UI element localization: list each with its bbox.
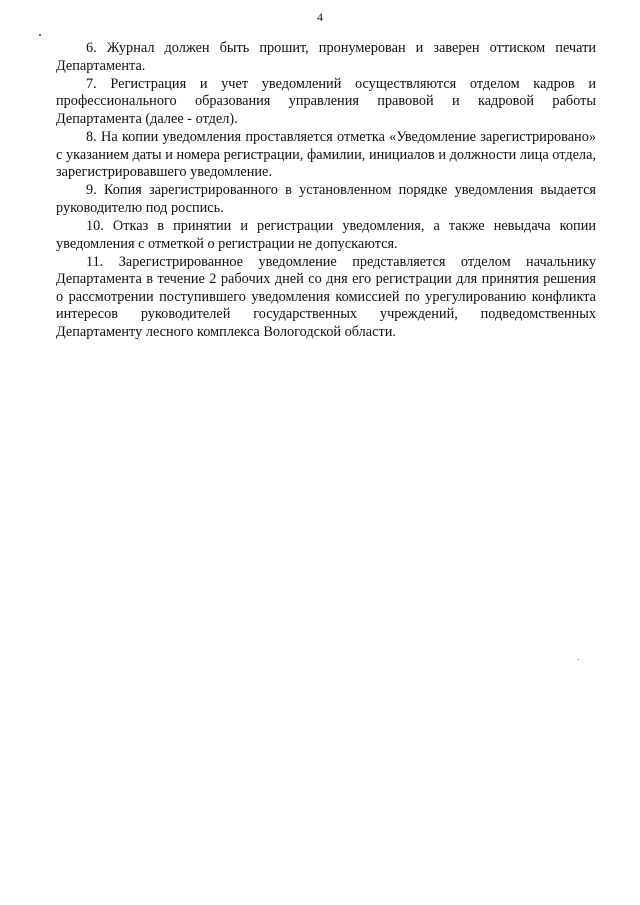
paragraph-9: 9. Копия зарегистрированного в установленном порядке уведомления выдается руководителю под роспись.: [56, 182, 596, 216]
document-body: [56, 40, 596, 342]
paragraph-7: 7. Регистрация и учет уведомлений осуществляются отделом кадров и профессионального образования управления правовой и кадровой работы Департамента (далее - отдел).: [56, 75, 596, 127]
paragraph-6: 6. Журнал должен быть прошит, пронумерован и заверен оттиском печати Департамента.: [56, 40, 596, 74]
paragraph-8: 8. На копии уведомления проставляется отметка «Уведомление зарегистрировано» с указанием даты и номера регистрации, фамилии, инициалов и должности лица отдела, зарегистрировавшего уведомление.: [56, 128, 596, 181]
scan-speck: [578, 659, 579, 660]
paragraph-11: 11. Зарегистрированное уведомление представляется отделом начальнику Департамента в течение 2 рабочих дней со дня его регистрации для принятия решения о рассмотрении поступившего уведомления комиссией по урегулированию конфликта интересов руководителей государственных учреждений, подведомственных Департаменту лесного комплекса Вологодской области.: [56, 253, 596, 340]
paragraph-10: 10. Отказ в принятии и регистрации уведомления, а также невыдача копии уведомления с отметкой о регистрации не допускаются.: [56, 217, 596, 252]
scan-speck: [39, 34, 41, 36]
page-number: 4: [317, 10, 323, 24]
